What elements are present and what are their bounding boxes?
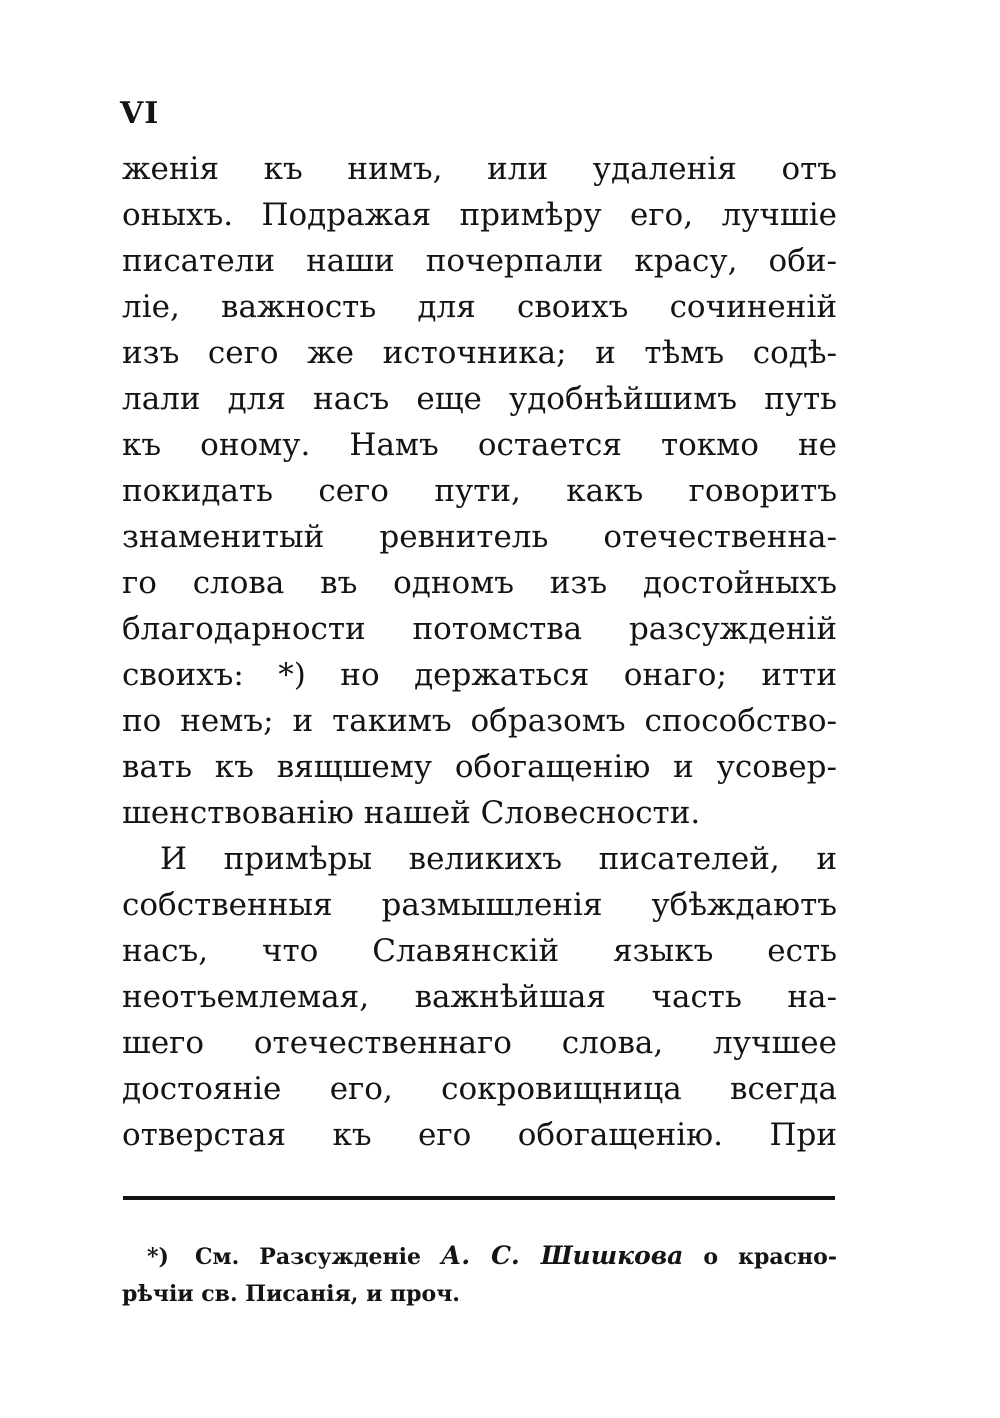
text-line-7: къ оному. Намъ остается токмо не [122, 427, 837, 463]
paragraph-2-line-6: достояніе его, сокровищница всегда [122, 1071, 837, 1107]
text-line-15: шенствованію нашей Словесности. [122, 795, 701, 831]
text-line-5: изъ сего же источника; и тѣмъ содѣ- [122, 335, 837, 371]
footnote-marker: *) [147, 1244, 169, 1270]
paragraph-2-line-2: собственныя размышленія убѣждаютъ [122, 887, 837, 923]
paragraph-2-line-1: И примѣры великихъ писателей, и [160, 841, 837, 877]
text-line-6: лали для насъ еще удобнѣйшимъ путь [122, 381, 837, 417]
paragraph-2-line-4: неотъемлемая, важнѣйшая часть на- [122, 979, 837, 1015]
paragraph-2-line-7: отверстая къ его обогащенію. При [122, 1117, 837, 1153]
paragraph-2-line-3: насъ, что Славянскій языкъ есть [122, 933, 837, 969]
text-line-13: по немъ; и такимъ образомъ способство- [122, 703, 837, 739]
text-line-1: женія къ нимъ, или удаленія отъ [122, 151, 837, 187]
footnote-author: А. С. Шишкова [440, 1241, 684, 1270]
footnote-suffix: о красно- [703, 1244, 837, 1270]
page-number: VI [120, 96, 160, 131]
footnote-prefix: См. Разсужденіе [194, 1244, 421, 1270]
text-line-11: благодарности потомства разсужденій [122, 611, 837, 647]
footnote-line-1 [147, 1238, 837, 1274]
text-line-14: вать къ вящшему обогащенію и усовер- [122, 749, 837, 785]
text-line-12: своихъ: *) но держаться онаго; итти [122, 657, 837, 693]
footnote-line-2: рѣчіи св. Писанія, и проч. [122, 1281, 460, 1307]
text-line-9: знаменитый ревнитель отечественна- [122, 519, 837, 555]
text-line-2: оныхъ. Подражая примѣру его, лучшіе [122, 197, 837, 233]
paragraph-2-line-5: шего отечественнаго слова, лучшее [122, 1025, 837, 1061]
text-line-4: ліе, важность для своихъ сочиненій [122, 289, 837, 325]
footnote-rule [123, 1196, 835, 1200]
text-line-10: го слова въ одномъ изъ достойныхъ [122, 565, 837, 601]
text-line-3: писатели наши почерпали красу, оби- [122, 243, 837, 279]
text-line-8: покидать сего пути, какъ говоритъ [122, 473, 837, 509]
